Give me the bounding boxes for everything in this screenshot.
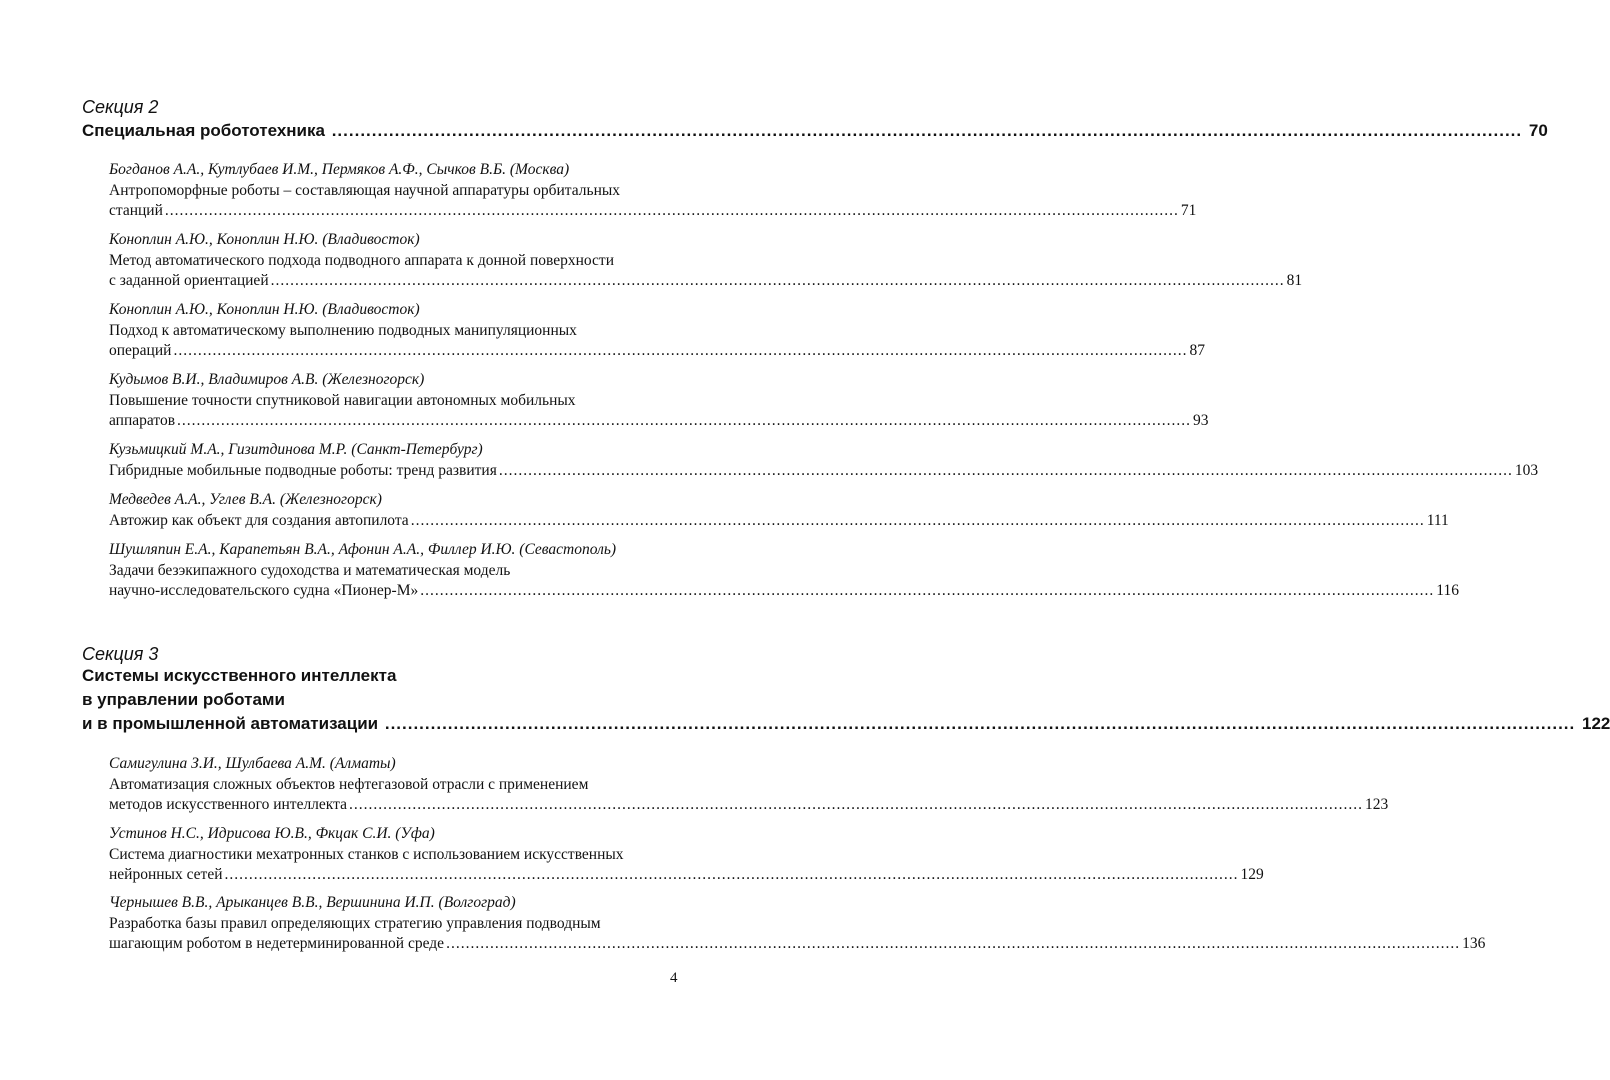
entry-authors: Коноплин А.Ю., Коноплин Н.Ю. (Владивосток) xyxy=(109,231,420,248)
entry-title-line: Автоматизация сложных объектов нефтегазовой отрасли с применением xyxy=(109,775,589,793)
entry-page-number: 129 xyxy=(1240,866,1264,883)
entry-city: Алматы xyxy=(334,755,391,772)
entry-title-last-line: Гибридные мобильные подводные роботы: тренд развития ..... 103 xyxy=(109,461,664,482)
entry-title-line: Метод автоматического подхода подводного аппарата к донной поверхности xyxy=(109,251,614,269)
entry-authors: Медведев А.А., Углев В.А. (Железногорск) xyxy=(109,491,382,508)
entry-title-line: Повышение точности спутниковой навигации автономных мобильных xyxy=(109,391,576,409)
entry-title-line: Разработка базы правил определяющих стратегию управления подводным xyxy=(109,914,601,932)
section-label: Секция 3 xyxy=(82,644,159,664)
entry-city: Москва xyxy=(515,161,564,178)
entry-page-number: 116 xyxy=(1436,582,1459,599)
entry-page-number: 87 xyxy=(1189,342,1205,359)
toc-entry xyxy=(109,754,1389,816)
section-title-text: Системы искусственного интеллекта xyxy=(82,666,397,685)
toc-entry xyxy=(109,230,1303,292)
entry-authors: Самигулина З.И., Шулбаева А.М. (Алматы) xyxy=(109,755,396,772)
entry-city: Уфа xyxy=(400,825,430,842)
dot-leader xyxy=(499,461,1513,482)
entry-city: Севастополь xyxy=(524,541,611,558)
dot-leader xyxy=(385,714,1575,733)
dot-leader xyxy=(349,795,1363,816)
section-title-line xyxy=(82,119,1548,143)
toc-entry xyxy=(109,540,1459,602)
dot-leader xyxy=(165,201,1179,222)
dot-leader xyxy=(225,865,1239,886)
entry-authors: Устинов Н.С., Идрисова Ю.В., Фкцак С.И. (Уфа) xyxy=(109,825,435,842)
toc-entry xyxy=(109,824,1264,886)
entry-page-number: 111 xyxy=(1426,511,1449,529)
entry-page-number: 136 xyxy=(1462,935,1486,952)
toc-entry xyxy=(109,300,1205,362)
dot-leader xyxy=(332,121,1522,140)
section-title-line xyxy=(82,712,1610,736)
entry-title-last-line: с заданной ориентацией ..... 81 xyxy=(109,271,664,292)
entry-page-number: 71 xyxy=(1180,202,1197,219)
entry-city: Санкт-Петербург xyxy=(356,441,478,458)
entry-authors: Кудымов В.И., Владимиров А.В. (Железногорск) xyxy=(109,371,425,388)
section-title xyxy=(82,664,1610,736)
section-title-text: в управлении роботами xyxy=(82,690,285,709)
entry-authors: Чернышев В.В., Арыканцев В.В., Вершинина И.П. (Волгоград) xyxy=(109,894,516,911)
dot-leader xyxy=(446,934,1460,955)
entry-title-last-line: шагающим роботом в недетерминированной среде ..... 136 xyxy=(109,934,664,955)
page-number: 4 xyxy=(670,970,678,986)
entry-authors: Кузьмицкий М.А., Гизитдинова М.Р. (Санкт-Петербург) xyxy=(109,441,483,458)
toc-entry xyxy=(109,160,1197,222)
section-title-text: и в промышленной автоматизации xyxy=(82,714,379,733)
section-page-number: 122 xyxy=(1582,714,1610,733)
entry-page-number: 93 xyxy=(1193,412,1209,429)
entry-authors: Шушляпин Е.А., Карапетьян В.А., Афонин А.А., Филлер И.Ю. (Севастополь) xyxy=(109,541,617,558)
entry-city: Владивосток xyxy=(327,231,415,248)
toc-entry xyxy=(109,893,1486,955)
section-page-number: 70 xyxy=(1528,121,1548,140)
entry-title-last-line: станций ..... 71 xyxy=(109,201,664,222)
section-title-text: Специальная робототехника xyxy=(82,121,325,140)
entry-title-last-line: методов искусственного интеллекта ..... 123 xyxy=(109,795,664,816)
section-label: Секция 2 xyxy=(82,97,159,117)
entry-title-last-line: научно-исследовательского судна «Пионер-М» ..... 116 xyxy=(109,581,664,602)
entry-title-line: Антропоморфные роботы – составляющая научной аппаратуры орбитальных xyxy=(109,181,621,199)
dot-leader xyxy=(177,411,1191,432)
dot-leader xyxy=(271,271,1285,292)
entry-title-last-line: нейронных сетей ..... 129 xyxy=(109,865,664,886)
entry-title-last-line: аппаратов ..... 93 xyxy=(109,411,664,432)
toc-entry xyxy=(109,370,1209,432)
dot-leader xyxy=(411,511,1425,532)
entry-authors: Богданов А.А., Кутлубаев И.М., Пермяков А.Ф., Сычков В.Б. (Москва) xyxy=(109,161,570,178)
entry-page-number: 123 xyxy=(1364,796,1389,813)
entry-title-last-line: операций ..... 87 xyxy=(109,341,664,362)
dot-leader xyxy=(420,581,1434,602)
toc-entry xyxy=(109,490,1449,531)
entry-title-line: Система диагностики мехатронных станков с использованием искусственных xyxy=(109,845,624,863)
entry-page-number: 81 xyxy=(1286,272,1303,289)
toc-entry xyxy=(109,440,1539,481)
entry-city: Владивосток xyxy=(327,301,415,318)
entry-title-line: Подход к автоматическому выполнению подводных манипуляционных xyxy=(109,321,577,339)
entry-title-last-line: Автожир как объект для создания автопилота ..... 111 xyxy=(109,511,664,532)
entry-title-line: Задачи безэкипажного судоходства и математическая модель xyxy=(109,561,511,579)
entry-page-number: 103 xyxy=(1514,461,1539,479)
entry-city: Железногорск xyxy=(327,371,420,388)
section-title xyxy=(82,119,1548,143)
entry-city: Волгоград xyxy=(443,894,511,911)
entry-city: Железногорск xyxy=(285,491,377,508)
dot-leader xyxy=(173,341,1187,362)
entry-authors: Коноплин А.Ю., Коноплин Н.Ю. (Владивосток) xyxy=(109,301,420,318)
